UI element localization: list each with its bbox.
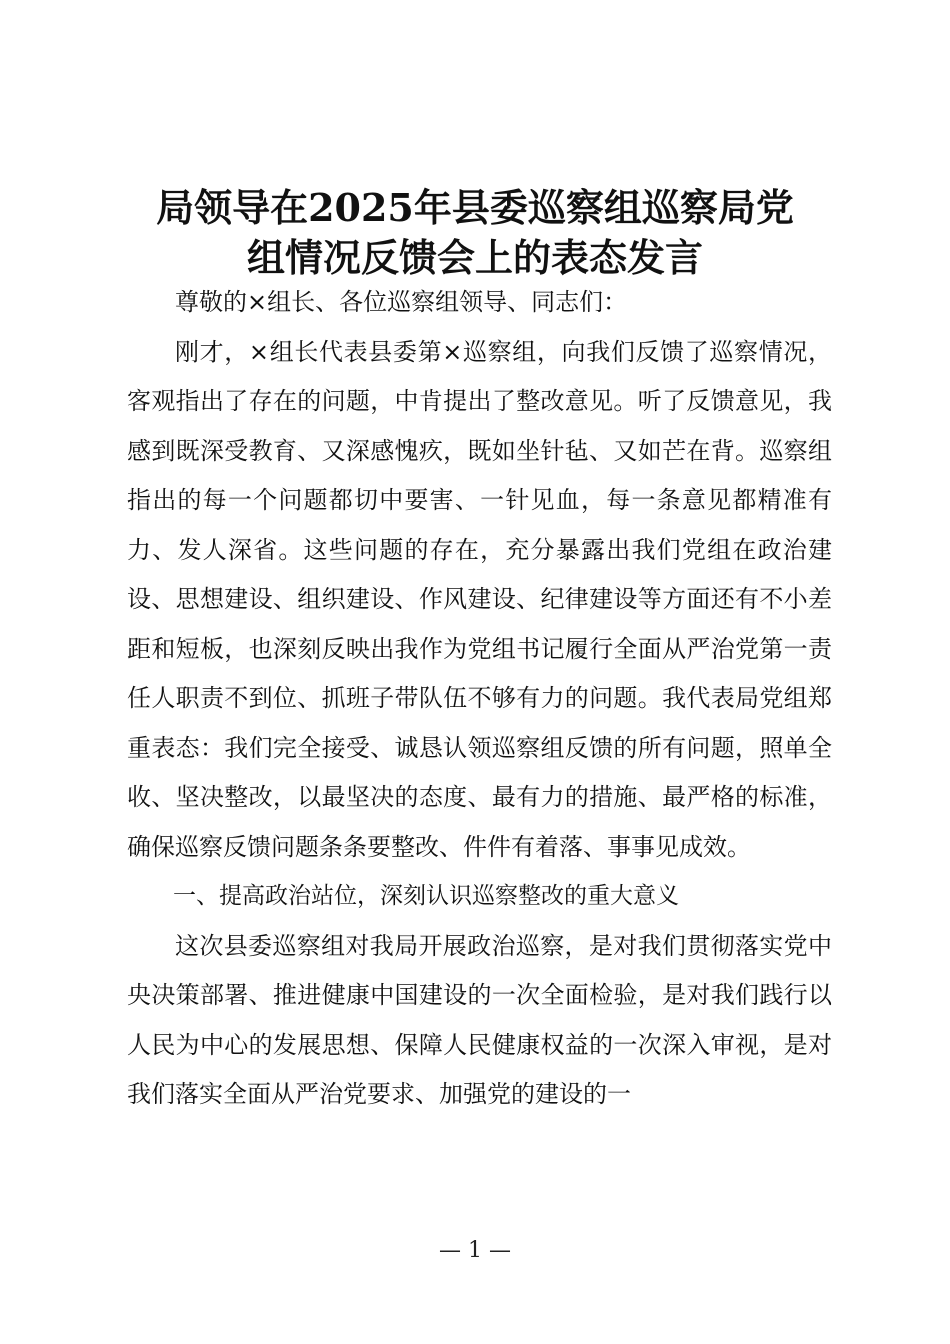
document-title-line-1: 局领导在2025年县委巡察组巡察局党 [156, 185, 794, 230]
section-heading: 一、提高政治站位，深刻认识巡察整改的重大意义 [173, 883, 679, 909]
page-number: — 1 — [439, 1238, 511, 1263]
document-title-line-2: 组情况反馈会上的表态发言 [246, 235, 703, 280]
paragraph-section-one: 这次县委巡察组对我局开展政治巡察，是对我们贯彻落实党中央决策部署、推进健康中国建设的一次全面检验，是对我们践行以人民为中心的发展思想、保障人民健康权益的一次深入审视，是对我们落实全面从严治党要求、加强党的建设的一 [127, 931, 832, 1108]
document-body [127, 278, 832, 1120]
paragraph-opening: 刚才，×组长代表县委第×巡察组，向我们反馈了巡察情况，客观指出了存在的问题，中肯提出了整改意见。听了反馈意见，我感到既深受教育、又深感愧疚，既如坐针毡、又如芒在背。巡察组指出的每一个问题都切中要害、一针见血，每一条意见都精准有力、发人深省。这些问题的存在，充分暴露出我们党组在政治建设、思想建设、组织建设、作风建设、纪律建设等方面还有不小差距和短板，也深刻反映出我作为党组书记履行全面从严治党第一责任人职责不到位、抓班子带队伍不够有力的问题。我代表局党组郑重表态：我们完全接受、诚恳认领巡察组反馈的所有问题，照单全收、坚决整改，以最坚决的态度、最有力的措施、最严格的标准，确保巡察反馈问题条条要整改、件件有着落、事事见成效。 [127, 337, 832, 861]
salutation: 尊敬的×组长、各位巡察组领导、同志们： [175, 288, 628, 316]
